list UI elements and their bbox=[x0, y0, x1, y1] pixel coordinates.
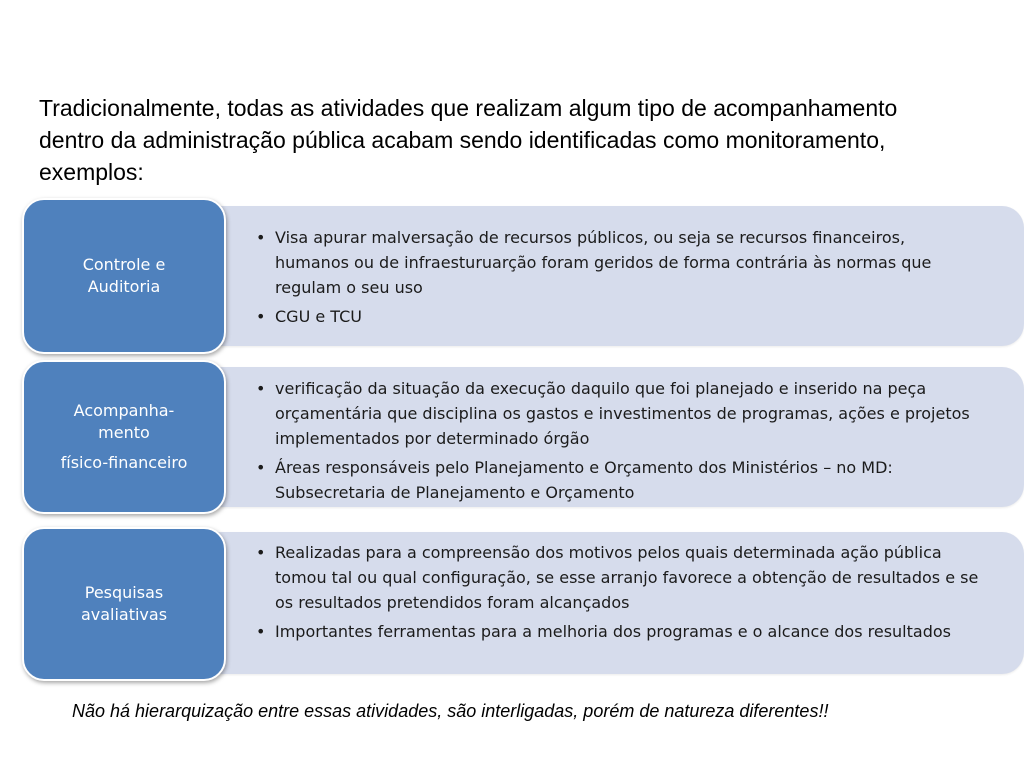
bullet-list-acompanhamento bbox=[255, 376, 984, 509]
intro-text: Tradicionalmente, todas as atividades que realizam algum tipo de acompanhamento dentro da administração pública acabam sendo identificadas como monitoramento, exemplos: bbox=[39, 95, 898, 185]
bullet-list-pesquisas bbox=[255, 540, 984, 648]
bullet-list-controle-auditoria bbox=[255, 225, 984, 333]
tab-pesquisas bbox=[22, 527, 226, 681]
tab-label-line: mento bbox=[98, 423, 150, 442]
tab-label-line: Acompanha- bbox=[73, 401, 175, 420]
tab-label-line: físico-financeiro bbox=[60, 453, 188, 472]
footer-note: Não há hierarquização entre essas atividades, são interligadas, porém de natureza diferentes!! bbox=[72, 701, 829, 721]
bullet-item: • Importantes ferramentas para a melhoria dos programas e o alcance dos resultados bbox=[255, 619, 984, 644]
tab-label-line: avaliativas bbox=[80, 605, 168, 624]
bullet-item: • Visa apurar malversação de recursos públicos, ou seja se recursos financeiros, humanos ou de infraesturuarção foram geridos de forma contrária às normas que regulam o seu uso bbox=[255, 225, 984, 300]
tab-acompanhamento bbox=[22, 360, 226, 514]
tab-label-line: Pesquisas bbox=[84, 583, 164, 602]
tab-controle-auditoria bbox=[22, 198, 226, 354]
bullet-item: • Áreas responsáveis pelo Planejamento e Orçamento dos Ministérios – no MD: Subsecretaria de Planejamento e Orçamento bbox=[255, 455, 984, 505]
tab-label-line: Controle e bbox=[82, 255, 166, 274]
bullet-item: • CGU e TCU bbox=[255, 304, 984, 329]
tab-label-line: Auditoria bbox=[87, 277, 161, 296]
bullet-item: • verificação da situação da execução daquilo que foi planejado e inserido na peça orçamentária que disciplina os gastos e investimentos de programas, ações e projetos implementados por determinado órgão bbox=[255, 376, 984, 451]
bullet-item: • Realizadas para a compreensão dos motivos pelos quais determinada ação pública tomou tal ou qual configuração, se esse arranjo favorece a obtenção de resultados e se os resultados pretendidos foram alcançados bbox=[255, 540, 984, 615]
